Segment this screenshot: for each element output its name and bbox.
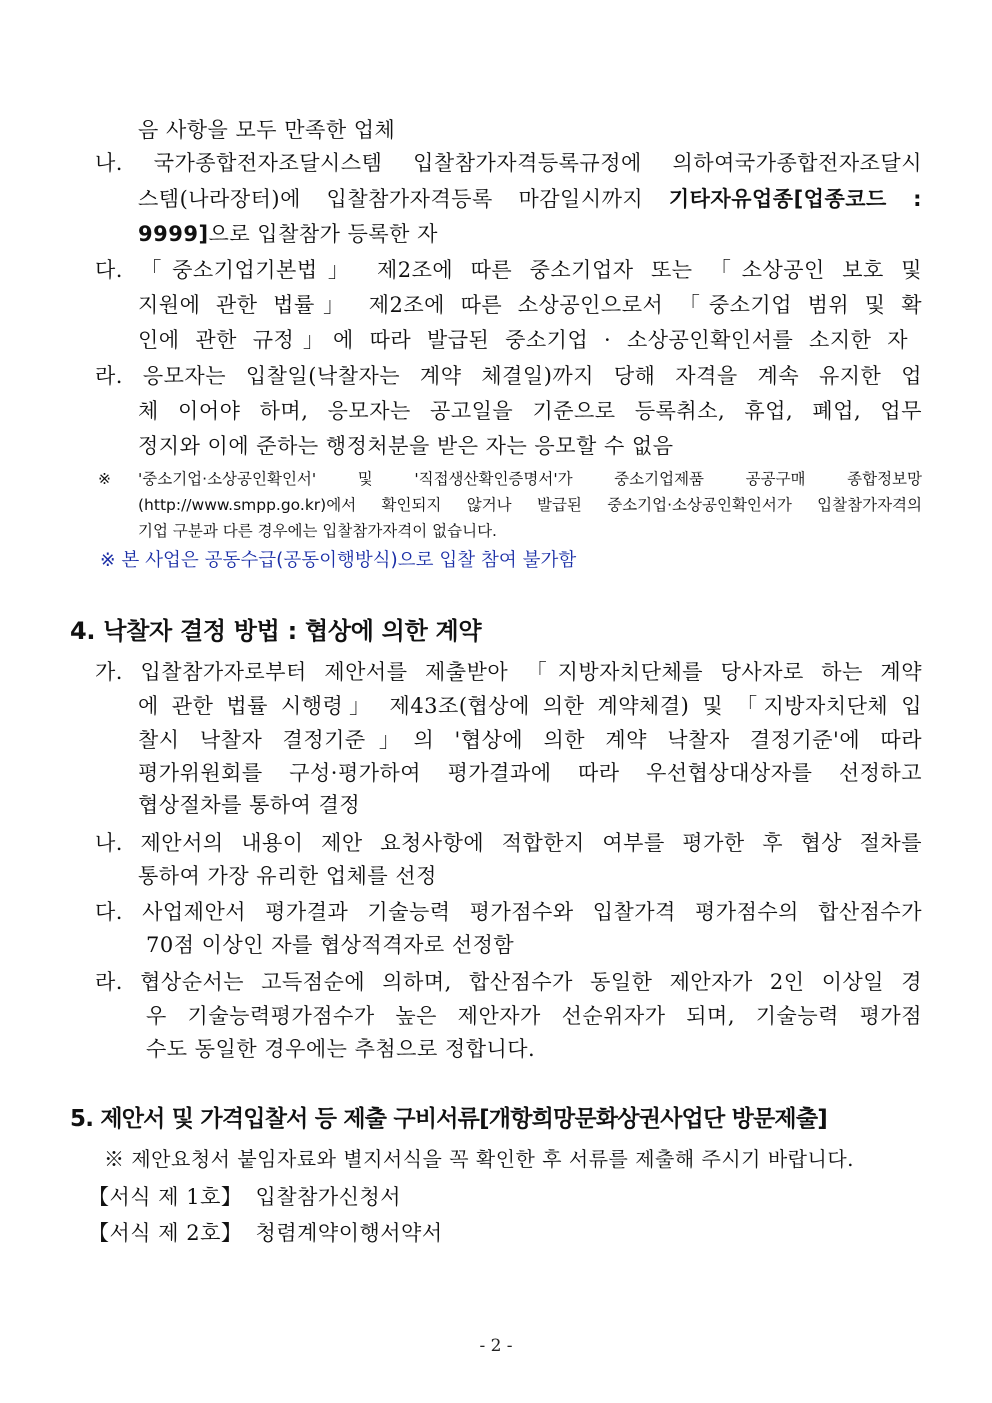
eligibility-ra-line-2: 체 이어야 하며, 응모자는 공고일을 기준으로 등록취소, 휴업, 폐업, 업무 [138, 399, 922, 423]
eligibility-na-line-2-text: 스템(나라장터)에 입찰참가자격등록 마감일시까지 [138, 187, 669, 211]
section-4-ga-line-3: 찰시 낙찰자 결정기준」의 '협상에 의한 계약 낙찰자 결정기준'에 따라 [138, 728, 922, 752]
page-number: - 2 - [479, 1336, 513, 1356]
section-4-ra-line-3: 수도 동일한 경우에는 추첨으로 정합니다. [146, 1037, 536, 1061]
form-item-2-label: 【서식 제 2호】 [88, 1221, 243, 1245]
eligibility-na-line-2 [138, 184, 922, 214]
section-5-note: ※ 제안요청서 붙임자료와 별지서식을 꼭 확인한 후 서류를 제출해 주시기 바랍니다. [104, 1147, 854, 1171]
section-4-ga-line-2: 에 관한 법률 시행령」 제43조(협상에 의한 계약체결) 및 「지방자치단체 입 [138, 694, 922, 718]
section-4-heading: 4. 낙찰자 결정 방법 : 협상에 의한 계약 [70, 617, 482, 645]
eligibility-da-line-3: 인에 관한 규정」에 따라 발급된 중소기업 · 소상공인확인서를 소지한 자 [138, 328, 908, 352]
section-4-ga-line-5: 협상절차를 통하여 결정 [138, 793, 361, 817]
section-5-heading: 5. 제안서 및 가격입찰서 등 제출 구비서류[개항희망문화상권사업단 방문제출] [70, 1106, 827, 1132]
business-code-bold: 기타자유업종[업종코드 : [668, 187, 922, 211]
eligibility-na-line-3-text: 으로 입찰참가 등록한 자 [208, 222, 438, 246]
eligibility-da-line-1: 다. 「중소기업기본법」 제2조에 따른 중소기업자 또는 「소상공인 보호 및 [95, 258, 922, 282]
consortium-note: ※ 본 사업은 공동수급(공동이행방식)으로 입찰 참여 불가함 [100, 550, 577, 571]
section-4-ra-line-2: 우 기술능력평가점수가 높은 제안자가 선순위자가 되며, 기술능력 평가점 [146, 1004, 922, 1028]
section-4-da-line-2: 70점 이상인 자를 협상적격자로 선정함 [146, 933, 515, 957]
section-4-ga-line-1: 가. 입찰참가자로부터 제안서를 제출받아 「지방자치단체를 당사자로 하는 계약 [95, 660, 922, 684]
section-4-na-line-1: 나. 제안서의 내용이 제안 요청사항에 적합한지 여부를 평가한 후 협상 절차를 [95, 831, 922, 855]
eligibility-da-line-2: 지원에 관한 법률」 제2조에 따른 소상공인으로서 「중소기업 범위 및 확 [138, 293, 922, 317]
note-line-3: 기업 구분과 다른 경우에는 입찰참가자격이 없습니다. [138, 522, 497, 540]
business-code-number: 9999] [138, 222, 209, 246]
section-4-na-line-2: 통하여 가장 유리한 업체를 선정 [138, 864, 437, 888]
form-item-2 [88, 1218, 443, 1248]
eligibility-ra-line-3: 정지와 이에 준하는 행정처분을 받은 자는 응모할 수 없음 [138, 434, 674, 458]
form-item-2-title: 청렴계약이행서약서 [255, 1221, 443, 1245]
form-item-1 [88, 1182, 401, 1212]
note-line-1: '중소기업·소상공인확인서' 및 '직접생산확인증명서'가 중소기업제품 공공구매 종합정보망 [138, 470, 922, 488]
section-4-ra-line-1: 라. 협상순서는 고득점순에 의하며, 합산점수가 동일한 제안자가 2인 이상일 경 [95, 970, 922, 994]
eligibility-na-line-1: 나. 국가종합전자조달시스템 입찰참가자격등록규정에 의하여국가종합전자조달시 [95, 151, 922, 175]
eligibility-na-line-3 [138, 219, 438, 249]
form-item-1-label: 【서식 제 1호】 [88, 1185, 243, 1209]
form-item-1-title: 입찰참가신청서 [255, 1185, 402, 1209]
note-line-2: (http://www.smpp.go.kr)에서 확인되지 않거나 발급된 중소기업·소상공인확인서가 입찰참가자격의 [138, 496, 922, 514]
eligibility-line-0: 음 사항을 모두 만족한 업체 [138, 118, 396, 142]
section-4-da-line-1: 다. 사업제안서 평가결과 기술능력 평가점수와 입찰가격 평가점수의 합산점수가 [95, 900, 922, 924]
eligibility-ra-line-1: 라. 응모자는 입찰일(낙찰자는 계약 체결일)까지 당해 자격을 계속 유지한 업 [95, 364, 922, 388]
note-mark: ※ [98, 470, 111, 488]
section-4-ga-line-4: 평가위원회를 구성·평가하여 평가결과에 따라 우선협상대상자를 선정하고 [138, 761, 922, 785]
